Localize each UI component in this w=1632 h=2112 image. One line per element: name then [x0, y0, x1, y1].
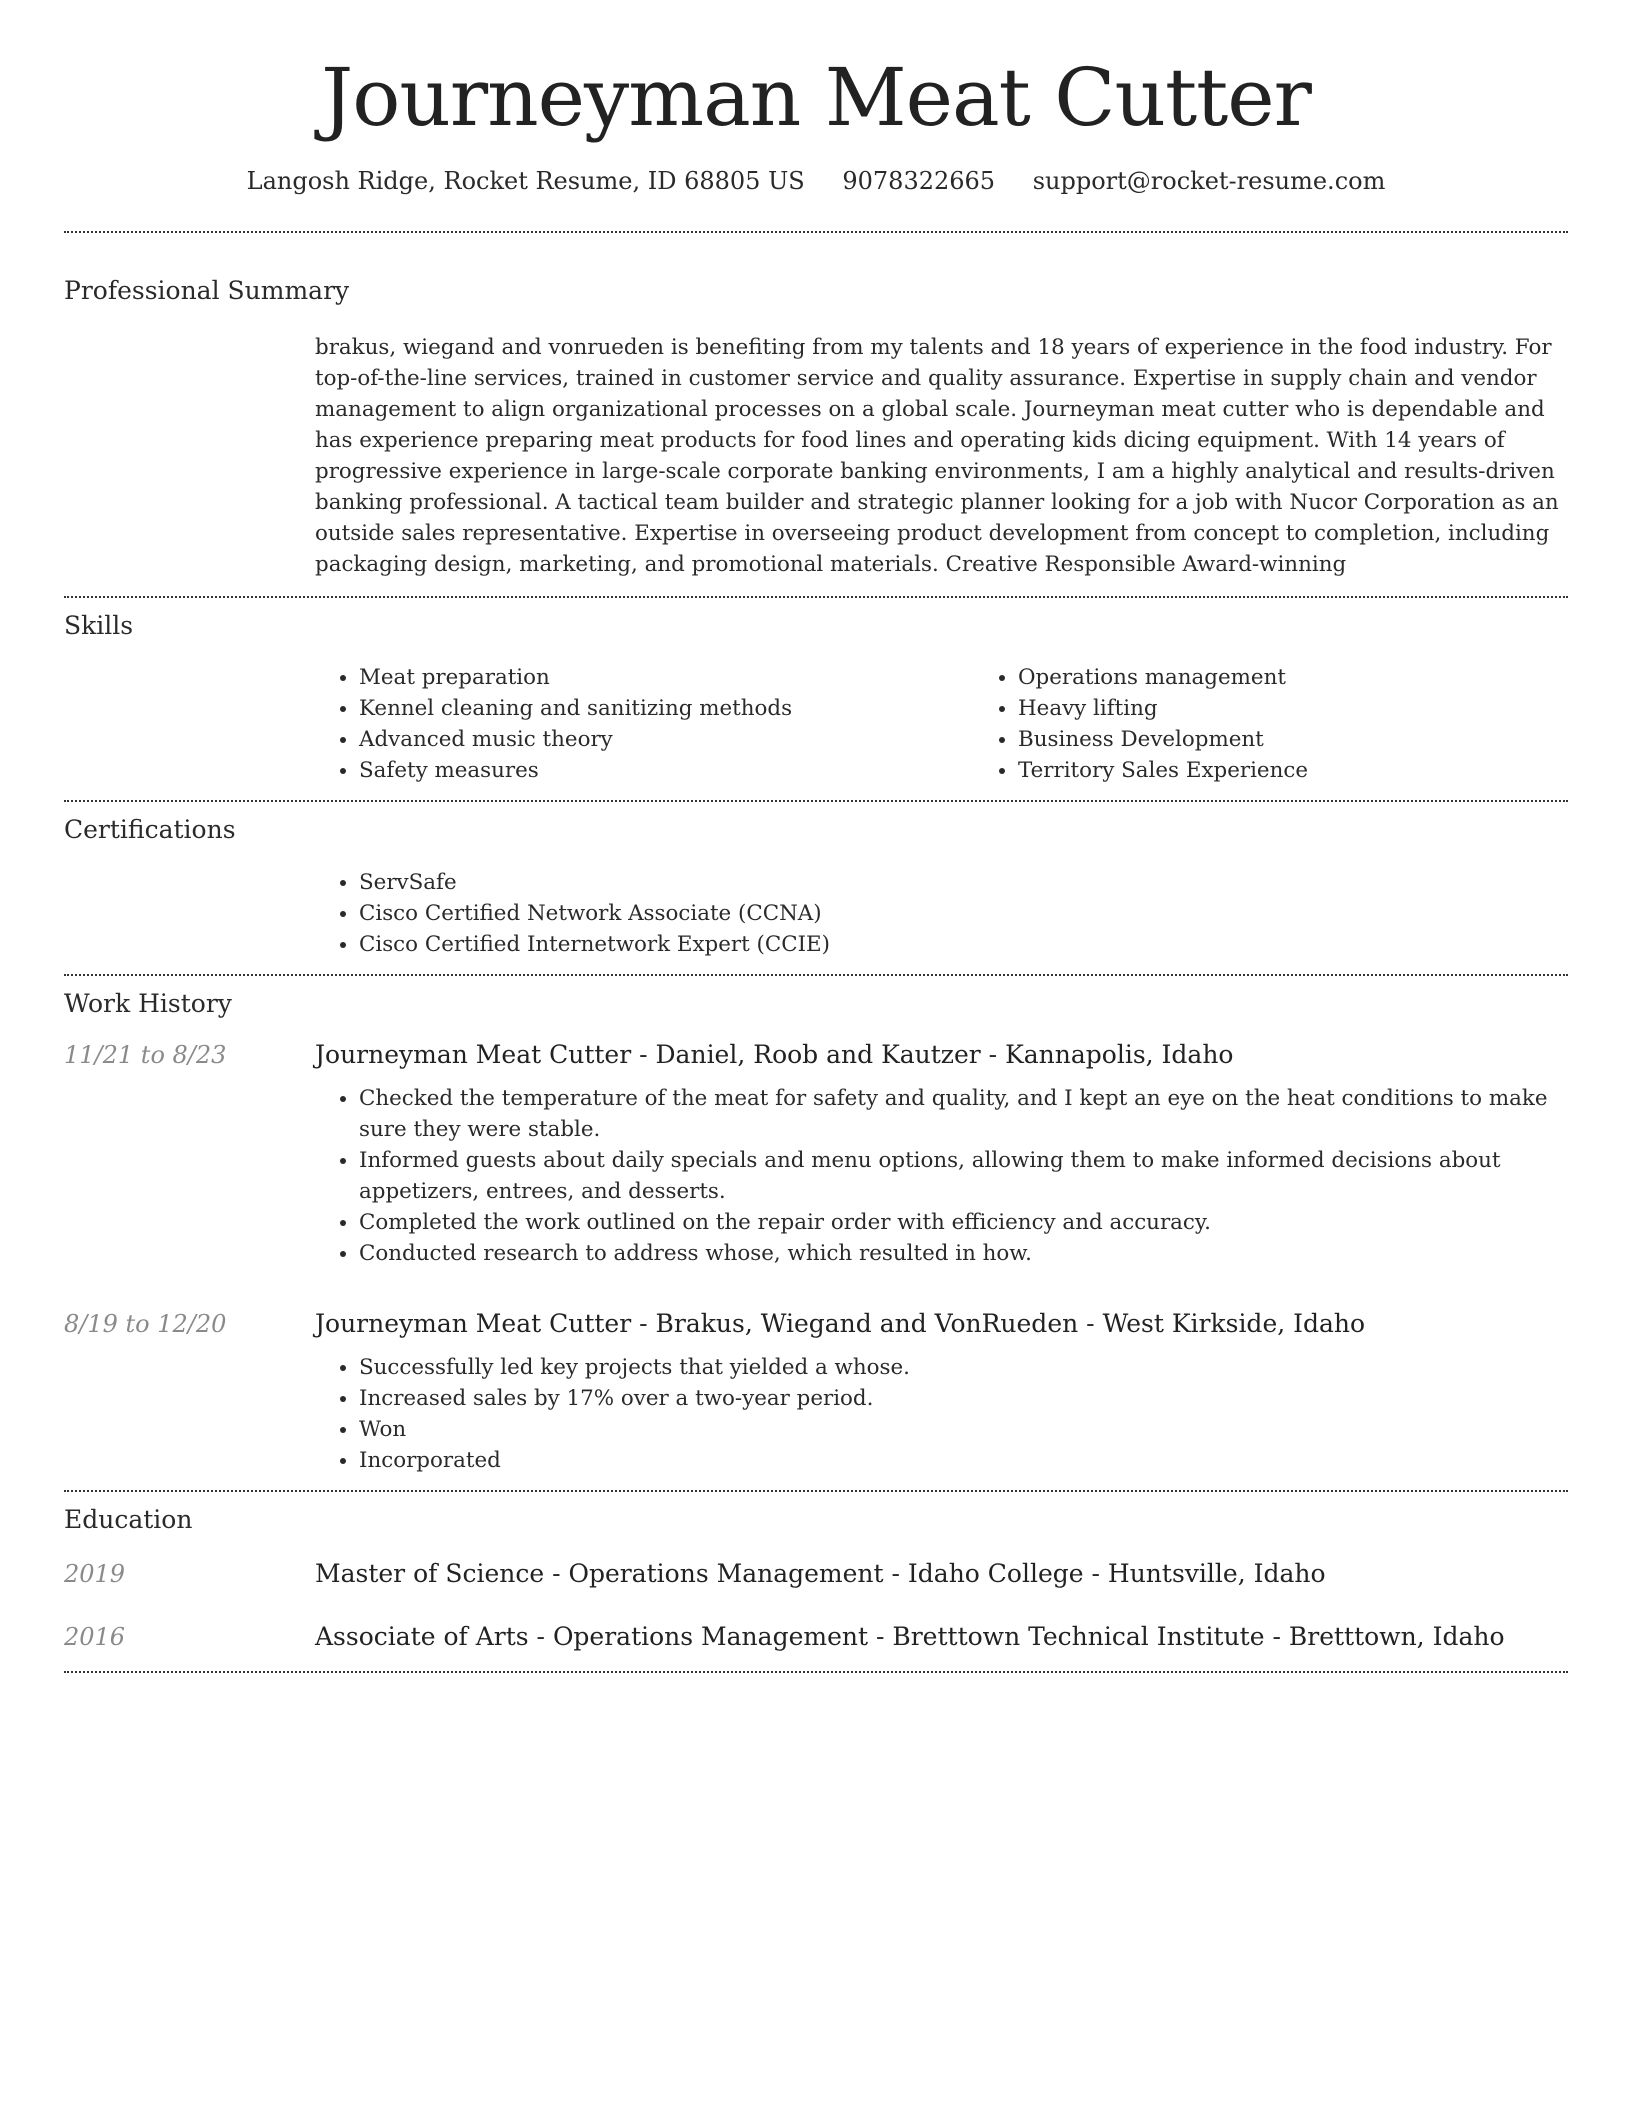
skill-item: • Meat preparation — [359, 662, 974, 693]
job-role: Journeyman Meat Cutter — [315, 1040, 632, 1070]
skills-list-left — [315, 662, 974, 786]
education-location: Bretttown, Idaho — [1288, 1621, 1505, 1651]
job-bullets — [315, 1352, 1568, 1476]
job-bullet: • Informed guests about daily specials and menu options, allowing them to make informed decisions about appetizers, entrees, and desserts. — [359, 1145, 1568, 1207]
education-year: 2019 — [64, 1559, 126, 1588]
job-entry — [64, 1040, 1568, 1269]
education-field: Operations Management — [552, 1621, 869, 1651]
skill-item: • Operations management — [1018, 662, 1632, 693]
contact-email: support@rocket-resume.com — [1032, 167, 1386, 195]
job-bullet: • Completed the work outlined on the repair order with efficiency and accuracy. — [359, 1207, 1568, 1238]
education-school: Idaho College — [907, 1558, 1084, 1588]
certifications-section — [64, 814, 1568, 960]
job-dates: 8/19 to 12/20 — [64, 1310, 227, 1339]
certification-item: • ServSafe — [359, 867, 1568, 898]
job-bullet: • Won — [359, 1414, 1568, 1445]
job-company: Brakus, Wiegand and VonRueden — [655, 1309, 1079, 1339]
work-history-divider — [64, 1490, 1568, 1492]
job-location: West Kirkside, Idaho — [1102, 1309, 1366, 1339]
certification-item: • Cisco Certified Network Associate (CCNA) — [359, 898, 1568, 929]
education-field: Operations Management — [568, 1558, 884, 1588]
education-heading: Master of Science - Operations Management - Idaho College - Huntsville, Idaho — [315, 1558, 1326, 1588]
education-degree: Associate of Arts — [315, 1621, 529, 1651]
job-location: Kannapolis, Idaho — [1005, 1040, 1234, 1070]
skills-list-right — [974, 662, 1632, 786]
job-bullet: • Conducted research to address whose, which resulted in how. — [359, 1238, 1568, 1269]
education-section — [64, 1504, 1568, 1651]
skill-item: • Safety measures — [359, 755, 974, 786]
education-entry — [64, 1622, 1568, 1651]
summary-section — [64, 275, 1568, 580]
summary-text: brakus, wiegand and vonrueden is benefiting from my talents and 18 years of experience in the food industry. For top-of-the-line services, trained in customer service and quality assurance. Expertise in supply chain and vendor management to align organizational processes on a global scale. Journeyman meat cutter who is dependable and has experience preparing meat products for food lines and operating kids dicing equipment. With 14 years of progressive experience in large-scale corporate banking environments, I am a highly analytical and results-driven banking professional. A tactical team builder and strategic planner looking for a job with Nucor Corporation as an outside sales representative. Expertise in overseeing product development from concept to completion, including packaging design, marketing, and promotional materials. Creative Responsible Award-winning — [315, 334, 1559, 577]
skill-item: • Territory Sales Experience — [1018, 755, 1632, 786]
job-bullets — [315, 1083, 1568, 1269]
education-divider — [64, 1671, 1568, 1673]
skill-item: • Kennel cleaning and sanitizing methods — [359, 693, 974, 724]
summary-divider — [64, 596, 1568, 598]
skills-section — [64, 610, 1568, 787]
job-company: Daniel, Roob and Kautzer — [655, 1040, 981, 1070]
contact-line — [64, 166, 1568, 197]
job-heading: Journeyman Meat Cutter - Daniel, Roob and Kautzer - Kannapolis, Idaho — [315, 1040, 1234, 1070]
job-dates: 11/21 to 8/23 — [64, 1041, 227, 1070]
certifications-divider — [64, 974, 1568, 976]
education-entry — [64, 1559, 1568, 1588]
job-bullet: • Checked the temperature of the meat for safety and quality, and I kept an eye on the heat conditions to make sure they were stable. — [359, 1083, 1568, 1145]
work-history-section — [64, 988, 1568, 1477]
skills-title: Skills — [64, 610, 134, 640]
contact-address: Langosh Ridge, Rocket Resume, ID 68805 US — [246, 167, 805, 195]
education-heading: Associate of Arts - Operations Management - Bretttown Technical Institute - Bretttown, Idaho — [315, 1621, 1505, 1651]
job-bullet: • Successfully led key projects that yielded a whose. — [359, 1352, 1568, 1383]
certifications-list — [315, 867, 1568, 960]
summary-title: Professional Summary — [64, 276, 350, 306]
skill-item: • Advanced music theory — [359, 724, 974, 755]
candidate-name: Journeyman Meat Cutter — [321, 51, 1311, 144]
contact-phone: 9078322665 — [842, 167, 996, 195]
job-role: Journeyman Meat Cutter — [315, 1309, 632, 1339]
work-history-title: Work History — [64, 988, 232, 1018]
job-entry — [64, 1309, 1568, 1476]
education-school: Bretttown Technical Institute — [892, 1621, 1265, 1651]
job-heading: Journeyman Meat Cutter - Brakus, Wiegand and VonRueden - West Kirkside, Idaho — [315, 1309, 1366, 1339]
certifications-title: Certifications — [64, 815, 236, 845]
skills-divider — [64, 800, 1568, 802]
certification-item: • Cisco Certified Internetwork Expert (CCIE) — [359, 929, 1568, 960]
header-divider — [64, 231, 1568, 233]
education-year: 2016 — [64, 1622, 126, 1651]
job-bullet: • Increased sales by 17% over a two-year period. — [359, 1383, 1568, 1414]
education-title: Education — [64, 1505, 193, 1535]
skill-item: • Business Development — [1018, 724, 1632, 755]
education-location: Huntsville, Idaho — [1107, 1558, 1326, 1588]
education-degree: Master of Science — [315, 1558, 545, 1588]
skill-item: • Heavy lifting — [1018, 693, 1632, 724]
job-bullet: • Incorporated — [359, 1445, 1568, 1476]
